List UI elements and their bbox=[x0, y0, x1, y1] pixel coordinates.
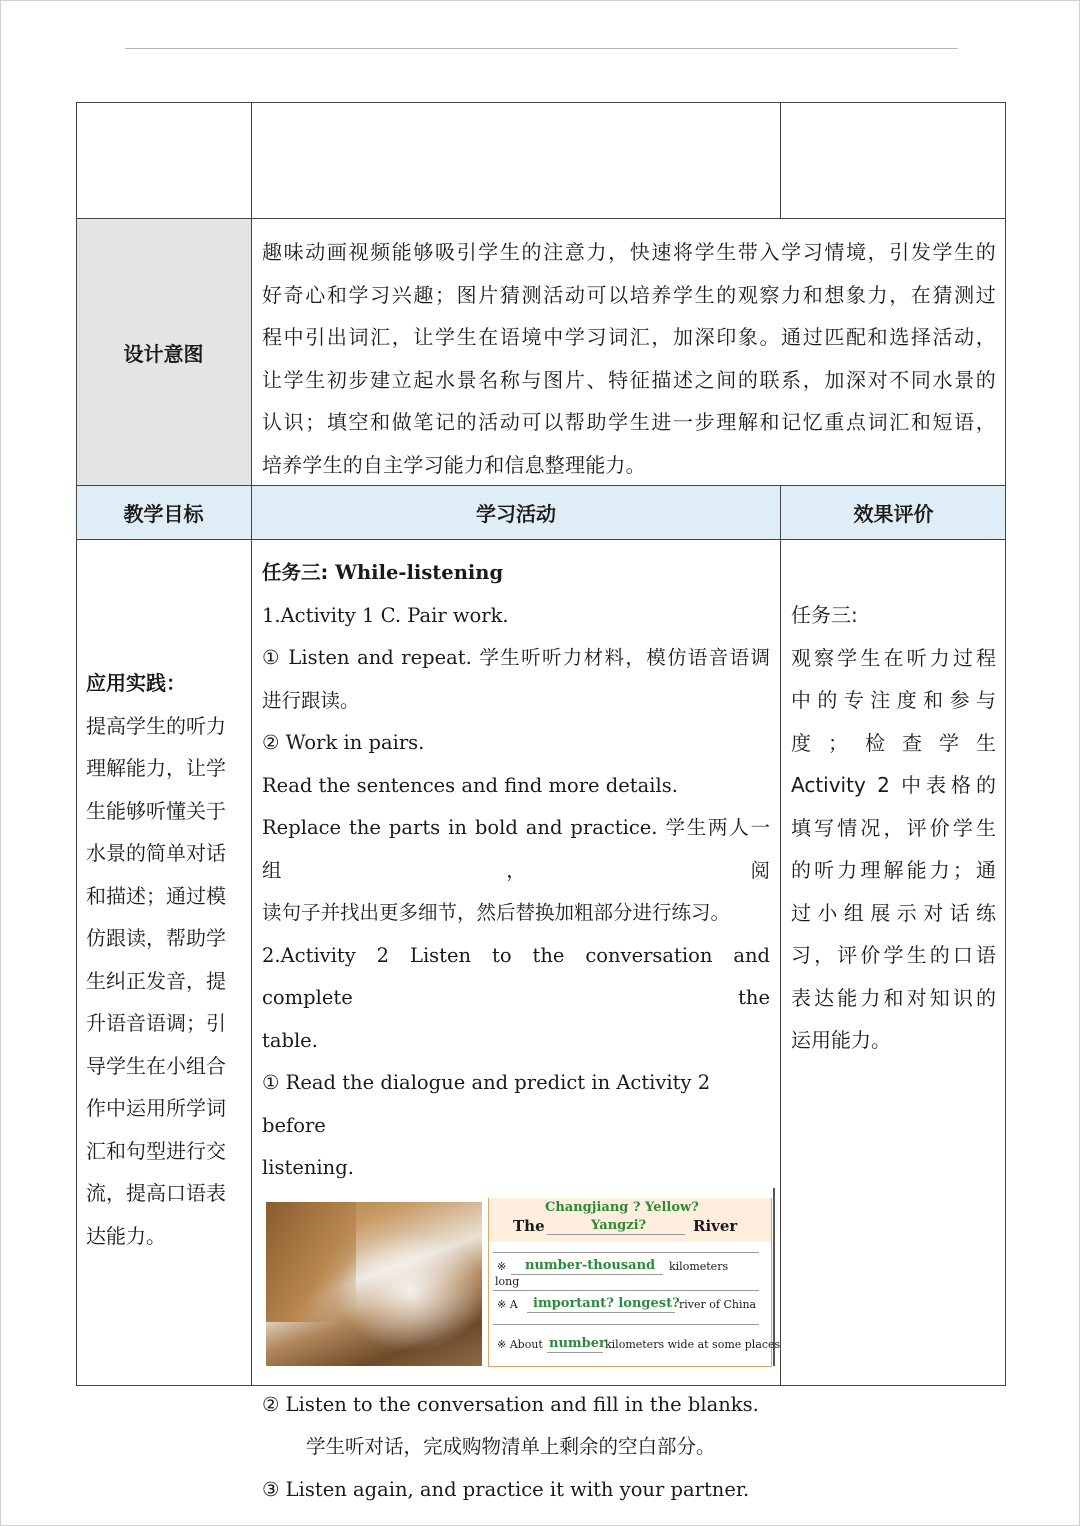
goal-title: 应用实践： bbox=[86, 671, 186, 695]
worksheet-table: Changjiang ? Yellow? The Yangzi? River ※ number-thousand kilometers long ※ A important? longest? river of China ※ About number kilometers wide at some places bbox=[488, 1198, 772, 1367]
header-goal: 教学目标 bbox=[123, 502, 204, 526]
evaluation-cell: 任务三: 观察学生在听力过程 中的专注度和参与 度；检查学生 Activity 2 中表格的 填写情况，评价学生 的听力理解能力；通 过小组展示对话练 习，评价学生的口语 表达能力和对知识的 运用能力。 bbox=[791, 603, 996, 1052]
waterfall-photo bbox=[266, 1202, 482, 1366]
activity-cell: 任务三: While-listening 1.Activity 1 C. Pair work. ① Listen and repeat. 学生听听力材料，模仿语音语调 进行跟读。 ② Work in pairs. Read the sentences and find more details. Replace the parts in bold and practice. 学生两人一组，阅 读句子并找出更多细节，然后替换加粗部分进行练习。 2.Activity 2 Listen to the conversation and complete the table. ① Read the dialogue and predict in Activity 2 before listening. Changjiang ? Yellow? The Yangzi? River ※ number-thousand kilometers long ※ A important? longest? river of China ※ About number kilometers wide at some places ② Listen to the conversation and fill in the blanks. 学生听对话，完成购物清单上剩余的空白部分。 ③ Listen again, and practice it with your partner. bbox=[252, 540, 780, 1386]
design-purpose-label: 设计意图 bbox=[123, 341, 204, 366]
header-rule bbox=[125, 48, 958, 49]
task-title: 任务三: While-listening bbox=[262, 561, 504, 584]
design-purpose-text: 趣味动画视频能够吸引学生的注意力，快速将学生带入学习情境，引发学生的 好奇心和学习兴趣；图片猜测活动可以培养学生的观察力和想象力，在猜测过 程中引出词汇，让学生在语境中学习词汇，加深印象。通过匹配和选择活动， 让学生初步建立起水景名称与图片、特征描述之间的联系，加深对不同水景的 认识；填空和做笔记的活动可以帮助学生进一步理解和记忆重点词汇和短语， 培养学生的自主学习能力和信息整理能力。 bbox=[262, 240, 996, 477]
activity-image bbox=[262, 1198, 781, 1372]
goal-cell: 应用实践： 提高学生的听力 理解能力，让学 生能够听懂关于 水景的简单对话 和描述；通过模 仿跟读，帮助学 生纠正发音，提 升语音语调；引 导学生在小组合 作中运用所学词 汇和句型进行交 流，提高口语表 达能力。 bbox=[76, 540, 251, 1386]
header-activity: 学习活动 bbox=[476, 502, 556, 526]
lesson-plan-table bbox=[76, 102, 1006, 1501]
header-evaluation: 效果评价 bbox=[853, 502, 934, 526]
